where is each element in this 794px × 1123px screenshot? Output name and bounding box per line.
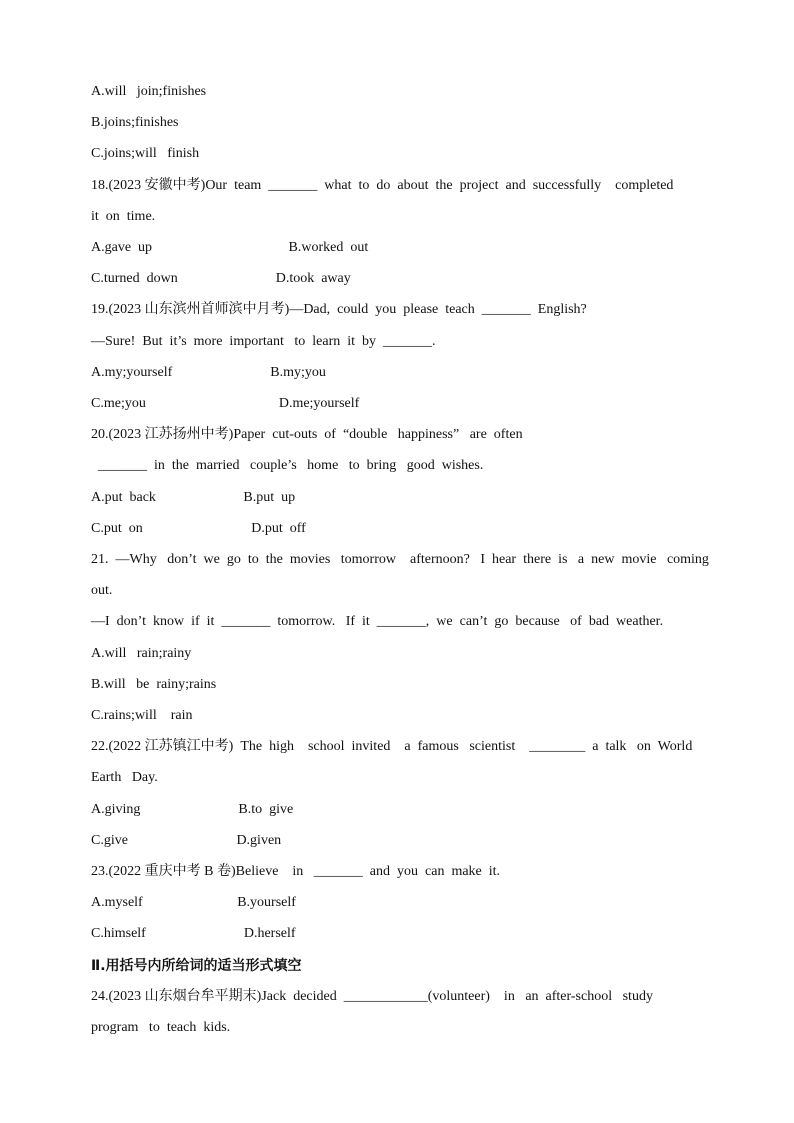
q22-options-cd: C.give D.given (91, 833, 282, 848)
q23-options-ab: A.myself B.yourself (91, 895, 296, 910)
q24-stem: 24.(2023 山东烟台牟平期末)Jack decided ____________(volunteer) in an after-school study (91, 989, 653, 1004)
q23-stem: 23.(2022 重庆中考 B 卷)Believe in _______ and you can make it. (91, 864, 501, 879)
q18-options-ab: A.gave up B.worked out (91, 240, 369, 255)
q19-options-ab: A.my;yourself B.my;you (91, 365, 326, 380)
q18-stem: 18.(2023 安徽中考)Our team _______ what to do about the project and successfully completed (91, 178, 674, 193)
q17-option-b: B.joins;finishes (91, 115, 179, 130)
q18-options-cd: C.turned down D.took away (91, 271, 351, 286)
q18-stem-cont: it on time. (91, 209, 156, 224)
q21-option-c: C.rains;will rain (91, 708, 193, 723)
q22-stem-cont: Earth Day. (91, 770, 158, 785)
q22-stem: 22.(2022 江苏镇江中考) The high school invited a famous scientist ________ a talk on World (91, 739, 693, 754)
q17-option-c: C.joins;will finish (91, 146, 200, 161)
q21-stem-cont: out. (91, 583, 113, 598)
q20-stem-cont: _______ in the married couple’s home to bring good wishes. (91, 458, 484, 473)
q20-options-cd: C.put on D.put off (91, 521, 306, 536)
q24-stem-cont: program to teach kids. (91, 1020, 231, 1035)
q21-stem-reply: —I don’t know if it _______ tomorrow. If it _______, we can’t go because of bad weather. (91, 614, 664, 629)
q19-stem: 19.(2023 山东滨州首师滨中月考)—Dad, could you please teach _______ English? (91, 302, 587, 317)
q23-options-cd: C.himself D.herself (91, 926, 296, 941)
q17-option-a: A.will join;finishes (91, 84, 207, 99)
q20-options-ab: A.put back B.put up (91, 490, 296, 505)
q19-stem-cont: —Sure! But it’s more important to learn it by _______. (91, 334, 436, 349)
q21-stem: 21. —Why don’t we go to the movies tomorrow afternoon? I hear there is a new movie coming (91, 552, 709, 567)
q22-options-ab: A.giving B.to give (91, 802, 294, 817)
q21-option-b: B.will be rainy;rains (91, 677, 217, 692)
q21-option-a: A.will rain;rainy (91, 646, 192, 661)
section-heading: Ⅱ.用括号内所给词的适当形式填空 (91, 958, 302, 974)
q20-stem: 20.(2023 江苏扬州中考)Paper cut-outs of “double happiness” are often (91, 427, 523, 442)
q19-options-cd: C.me;you D.me;yourself (91, 396, 360, 411)
